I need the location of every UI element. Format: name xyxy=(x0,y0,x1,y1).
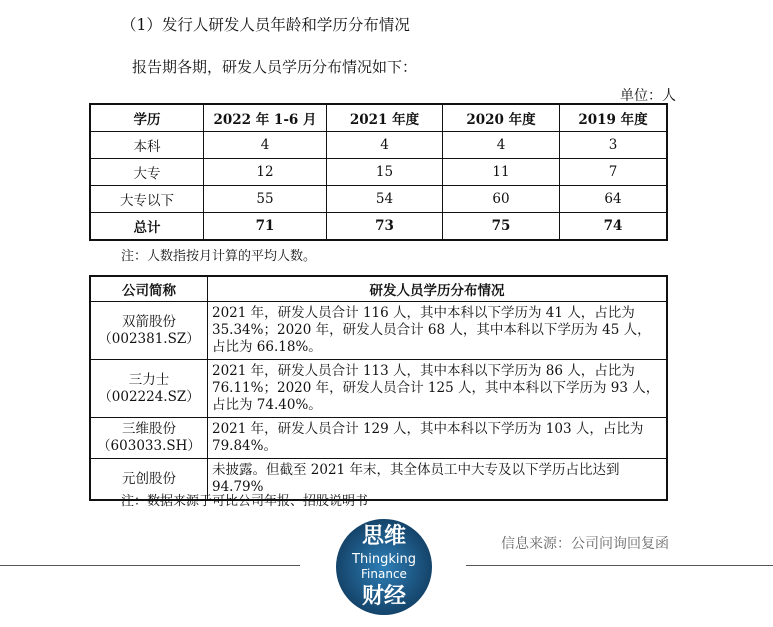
table-row xyxy=(90,186,667,213)
header-distribution: 研发人员学历分布情况 xyxy=(208,276,668,302)
company-cell xyxy=(90,418,208,459)
header-education: 学历 xyxy=(90,104,204,132)
cell: 64 xyxy=(560,186,668,213)
logo-text-3: Finance xyxy=(361,567,407,581)
table-header-row xyxy=(90,276,667,302)
header-2021: 2021 年度 xyxy=(327,104,443,132)
cell: 71 xyxy=(204,213,327,241)
cell: 4 xyxy=(204,132,327,159)
company-code: （002381.SZ） xyxy=(98,330,200,347)
table-note: 注：人数指按月计算的平均人数。 xyxy=(121,249,317,264)
logo-text-4: 财经 xyxy=(361,584,407,609)
cell: 73 xyxy=(327,213,443,241)
desc-cell: 2021 年，研发人员合计 113 人，其中本科以下学历为 86 人，占比为 76.11%；2020 年，研发人员合计 125 人，其中本科以下学历为 93 人，占比为 74.40%。 xyxy=(208,360,668,418)
company-cell xyxy=(90,360,208,418)
section-heading: （1）发行人研发人员年龄和学历分布情况 xyxy=(121,16,410,34)
source-note: 注：数据来源于可比公司年报、招股说明书 xyxy=(121,494,369,509)
cell: 55 xyxy=(204,186,327,213)
divider-right xyxy=(466,565,773,566)
cell: 总计 xyxy=(90,213,204,241)
cell: 60 xyxy=(443,186,560,213)
logo-text-1: 思维 xyxy=(361,524,407,549)
desc-cell: 2021 年，研发人员合计 129 人，其中本科以下学历为 103 人，占比为 79.84%。 xyxy=(208,418,668,459)
intro-text: 报告期各期，研发人员学历分布情况如下： xyxy=(132,58,418,76)
company-name: 元创股份 xyxy=(122,470,176,487)
table-row xyxy=(90,302,667,360)
company-name: 三力士 xyxy=(128,371,170,388)
header-2019: 2019 年度 xyxy=(560,104,668,132)
cell: 本科 xyxy=(90,132,204,159)
desc-cell: 2021 年，研发人员合计 116 人，其中本科以下学历为 41 人，占比为 35.34%；2020 年，研发人员合计 68 人，其中本科以下学历为 45 人，占比为 66.18%。 xyxy=(208,302,668,360)
table-row xyxy=(90,360,667,418)
cell: 54 xyxy=(327,186,443,213)
header-2022h1: 2022 年 1-6 月 xyxy=(204,104,327,132)
cell: 大专 xyxy=(90,159,204,186)
cell: 7 xyxy=(560,159,668,186)
desc-cell: 未披露。但截至 2021 年末，其全体员工中大专及以下学历占比达到 94.79% xyxy=(208,459,668,501)
table-row xyxy=(90,159,667,186)
logo-text-2: Thingking xyxy=(352,552,416,567)
company-name: 三维股份 xyxy=(122,421,176,437)
cell: 74 xyxy=(560,213,668,241)
info-source: 信息来源：公司问询回复函 xyxy=(501,536,669,552)
education-table xyxy=(89,103,668,241)
unit-label: 单位：人 xyxy=(620,88,676,104)
cell: 大专以下 xyxy=(90,186,204,213)
cell: 11 xyxy=(443,159,560,186)
table-row xyxy=(90,132,667,159)
header-company: 公司简称 xyxy=(90,276,208,302)
cell: 15 xyxy=(327,159,443,186)
cell: 4 xyxy=(443,132,560,159)
comparable-companies-table xyxy=(89,275,668,501)
company-cell xyxy=(90,302,208,360)
header-2020: 2020 年度 xyxy=(443,104,560,132)
cell: 4 xyxy=(327,132,443,159)
company-code: （603033.SH） xyxy=(97,438,201,454)
thinking-finance-logo xyxy=(334,511,434,619)
table-row xyxy=(90,418,667,459)
company-name: 双箭股份 xyxy=(122,313,176,330)
cell: 3 xyxy=(560,132,668,159)
company-code: （002224.SZ） xyxy=(98,388,200,405)
cell: 12 xyxy=(204,159,327,186)
divider-left xyxy=(0,565,300,566)
cell: 75 xyxy=(443,213,560,241)
total-row xyxy=(90,213,667,241)
table-header-row xyxy=(90,104,667,132)
